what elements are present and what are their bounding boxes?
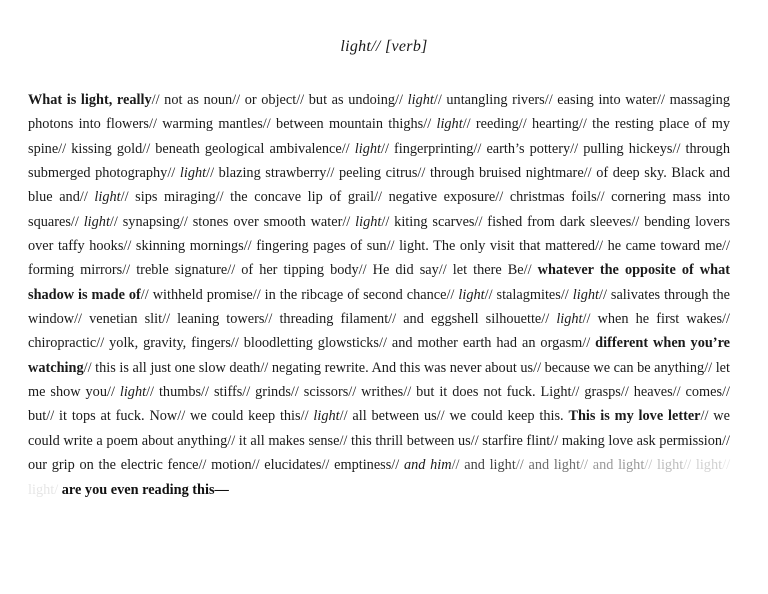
poem-run: // we could write a poem about anything// it all makes sense// this thrill between us// starfire flint// making love ask permission// our grip on the electric fence// motion// elucidates// emptiness// [28, 408, 730, 474]
poem-run: light [83, 213, 110, 230]
poem-run: light [354, 140, 381, 157]
poem-run: light [313, 408, 340, 425]
poem-run: This is my love letter [568, 408, 701, 425]
poem-run: light [436, 116, 463, 133]
poem-run: // light [28, 457, 731, 498]
poem-run: // withheld promise// in the ribcage of second chance// [140, 286, 459, 303]
poem-run: // and light [580, 457, 645, 474]
poem-run: / [54, 481, 62, 498]
poem-run: // blazing strawberry// peeling citrus// through bruised nightmare// of deep sky. Black and blue and// [28, 165, 730, 206]
poem-run: What is light, really [28, 92, 152, 108]
poem-run: light [458, 286, 485, 303]
poem-run: // fingerprinting// earth’s pottery// pulling hickeys// through submerged photography// [28, 140, 730, 182]
poem-title: light// [verb] [340, 38, 428, 55]
poem-run: // all between us// we could keep this. [339, 408, 569, 425]
poem-run: light [355, 213, 382, 230]
poem-run: are you even reading this— [61, 481, 229, 498]
poem-run: // stalagmites// [484, 286, 573, 303]
poem-run: // thumbs// stiffs// grinds// scissors// writhes// but it does not fuck. Light// grasps// heaves// comes// but// it tops at fuck. Now// we could keep this// [28, 384, 730, 425]
poem-run: light [556, 311, 583, 328]
poem-run: // not as noun// or object// but as undoing// [151, 92, 408, 108]
poem-run: light [94, 189, 121, 206]
poem-run: different when you’re watching [28, 335, 730, 376]
poem-run: // sips miraging// the concave lip of grail// negative exposure// christmas foils// cornering mass into squares// [28, 189, 730, 230]
poem-run: // this is all just one slow death// negating rewrite. And this was never about us// because we can be anything// let me show you// [28, 359, 730, 401]
poem-run: // and light [515, 457, 581, 474]
poem-run: // when he first wakes// chiropractic// yolk, gravity, fingers// bloodletting glowsticks// and mother earth had an orgasm// [28, 311, 731, 352]
poem-run: light [407, 92, 434, 108]
poem-run: // untangling rivers// easing into water// massaging photons into flowers// warming mantles// between mountain thighs// [28, 92, 730, 133]
poem-run: light [179, 165, 207, 182]
poem-run: whatever the opposite of what shadow is made of [28, 262, 730, 303]
poem-run: light [119, 384, 147, 401]
poem-run: // synapsing// stones over smooth water// [109, 213, 356, 230]
poem-run: and him [403, 457, 452, 474]
poem-run: // light [683, 457, 723, 474]
poem-run: // and light [451, 457, 516, 474]
poem-run: // reeding// hearting// the resting place of my spine// kissing gold// beneath geological ambivalence// [28, 116, 731, 157]
poem-run: // light [644, 457, 684, 474]
poem-run: // kiting scarves// fished from dark sleeves// bending lovers over taffy hooks// skinning mornings// fingering pages of sun// light. The only visit that mattered// he came toward me// forming mirrors// treble signature// of her tipping body// He did say// let there Be// [28, 213, 731, 279]
poem-run: // salivates through the window// venetian slit// leaning towers// threading filament// and eggshell silhouette// [28, 286, 730, 328]
poem-body [28, 88, 730, 502]
poem-run: light [572, 286, 599, 303]
